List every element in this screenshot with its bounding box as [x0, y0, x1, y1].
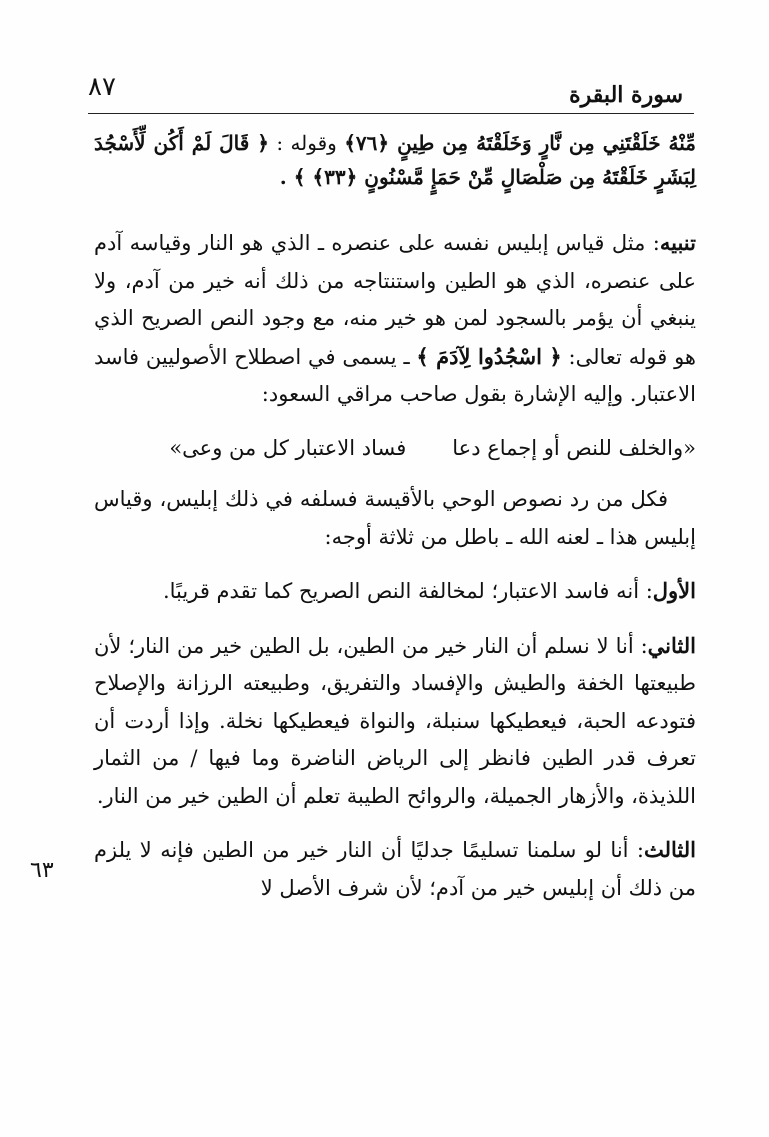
- quran-verse: مِّنْهُ خَلَقْتَنِي مِن نَّارٍ وَخَلَقْتَهُ مِن طِينٍ ﴿٧٦﴾: [344, 131, 696, 155]
- second-hemistich: فساد الاعتبار كل من وعى»: [169, 435, 407, 460]
- tanbih-heading: تنبيه: [659, 230, 696, 255]
- second-aspect-heading: الثاني: [647, 632, 696, 658]
- first-aspect-heading: الأول: [652, 578, 696, 603]
- third-aspect-paragraph: [94, 831, 696, 907]
- tanbih-text: : مثل قياس إبليس نفسه على عنصره ـ الذي هو النار وقياسه آدم على عنصره، الذي هو الطين واستنتاجه من ذلك أنه خير من آدم، ولا ينبغي أن يؤمر بالسجود لمن هو خير منه، مع وجود النص الصريح الذي هو قوله تعالى:: [94, 231, 696, 369]
- margin-page-reference: ٦٣: [30, 858, 54, 883]
- quran-intro-paragraph: [94, 126, 696, 194]
- quran-verse: ﴿ قَالَ لَمْ أَكُن لِّأَسْجُدَ لِبَشَرٍ خَلَقْتَهُ مِن صَلْصَالٍ مِّنْ حَمَإٍ مَّسْنُونٍ ﴿٣٣﴾ ﴾ .: [94, 131, 696, 189]
- third-aspect-heading: الثالث: [644, 837, 696, 862]
- second-aspect-text: : أنا لا نسلم أن النار خير من الطين، بل الطين خير من النار؛ لأن طبيعتها الخفة والطيش والإفساد والتفريق، وطبيعته الرزانة والإصلاح فتودعه الحبة، فيعطيكها سنبلة، والنواة فيعطيكها نخلة. وإذا أردت أن تعرف قدر الطين فانظر إلى الرياض الناضرة وما فيها / من الثمار اللذيذة، والأزهار الجميلة، والروائح الطيبة تعلم أن الطين خير من النار.: [94, 633, 696, 808]
- quran-verse: ﴿ اسْجُدُوا لِآدَمَ ﴾: [416, 343, 562, 369]
- rejection-paragraph: فكل من رد نصوص الوحي بالأقيسة فسلفه في ذلك إبليس، وقياس إبليس هذا ـ لعنه الله ـ باطل من ثلاثة أوجه:: [94, 487, 696, 549]
- first-hemistich: «والخلف للنص أو إجماع دعا: [452, 435, 696, 460]
- tanbih-paragraph: [94, 224, 696, 414]
- third-aspect-text: : أنا لو سلمنا تسليمًا جدليًا أن النار خير من الطين فإنه لا يلزم من ذلك أن إبليس خير من آدم؛ لأن شرف الأصل لا: [94, 838, 696, 900]
- running-head: سورة البقرة: [569, 82, 683, 108]
- first-aspect-text: : أنه فاسد الاعتبار؛ لمخالفة النص الصريح كما تقدم قريبًا.: [162, 579, 653, 603]
- page-body: [94, 126, 696, 907]
- poetry-verse: [94, 430, 696, 468]
- second-aspect-paragraph: [94, 627, 696, 816]
- connector-text: وقوله :: [269, 131, 337, 155]
- tanbih-text-continued: ـ يسمى في اصطلاح الأصوليين فاسد الاعتبار. وإليه الإشارة بقول صاحب مراقي السعود:: [94, 344, 696, 406]
- header-rule: [88, 113, 694, 114]
- first-aspect-paragraph: [94, 572, 696, 611]
- page-number: ٨٧: [88, 72, 116, 102]
